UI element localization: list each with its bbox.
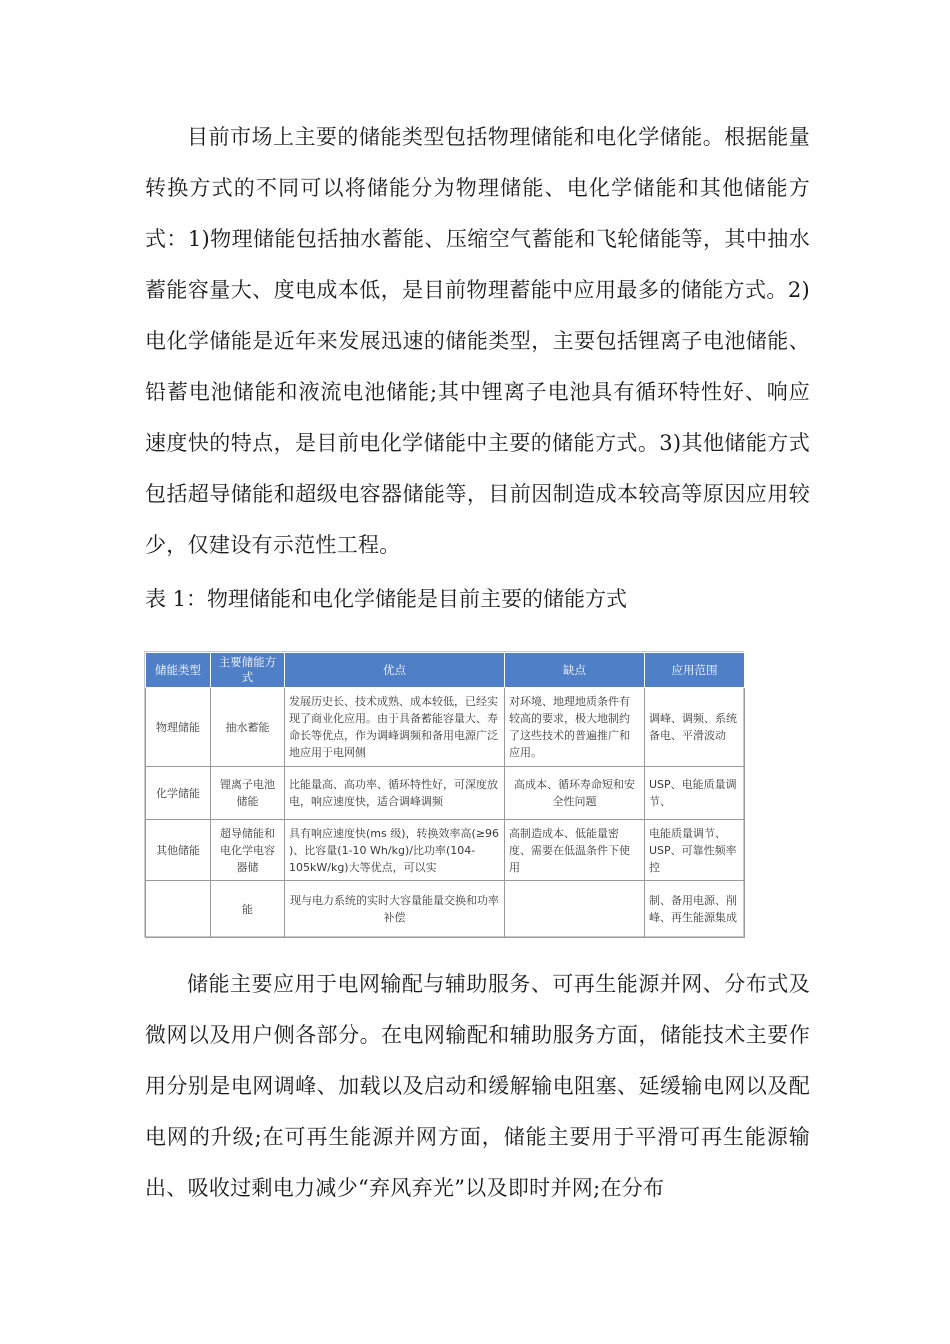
cell-disadvantages — [505, 881, 645, 938]
cell-method: 超导储能和电化学电容器储 — [211, 820, 285, 881]
cell-advantages: 比能量高、高功率、循环特性好，可深度放电，响应速度快，适合调峰调频 — [285, 767, 505, 820]
cell-disadvantages: 高制造成本、低能量密度、需要在低温条件下使用 — [505, 820, 645, 881]
cell-method: 抽水蓄能 — [211, 688, 285, 767]
cell-applications: 电能质量调节、USP、可靠性频率控 — [645, 820, 745, 881]
header-main-method: 主要储能方式 — [211, 653, 285, 688]
storage-table-image — [144, 651, 744, 937]
cell-method: 锂离子电池储能 — [211, 767, 285, 820]
cell-advantages: 具有响应速度快(ms 级)，转换效率高(≥96 )、比容量(1-10 Wh/kg)/比功率(104-105kW/kg)大等优点，可以实 — [285, 820, 505, 881]
cell-advantages: 发展历史长、技术成熟、成本较低，已经实现了商业化应用。由于具备蓄能容量大、寿命长等优点，作为调峰调频和备用电源广泛地应用于电网侧 — [285, 688, 505, 767]
table-row — [146, 820, 745, 881]
header-advantages: 优点 — [285, 653, 505, 688]
table-row — [146, 881, 745, 938]
body-paragraph-2: 储能主要应用于电网输配与辅助服务、可再生能源并网、分布式及微网以及用户侧各部分。在电网输配和辅助服务方面，储能技术主要作用分别是电网调峰、加载以及启动和缓解输电阻塞、延缓输电网以及配电网的升级;在可再生能源并网方面，储能主要用于平滑可再生能源输出、吸收过剩电力减少“弃风弃光”以及即时并网;在分布 — [145, 972, 810, 1200]
table-row — [146, 767, 745, 820]
table-caption: 表 1：物理储能和电化学储能是目前主要的储能方式 — [145, 587, 628, 611]
cell-type — [146, 881, 211, 938]
storage-types-table — [145, 652, 745, 938]
header-applications: 应用范围 — [645, 653, 745, 688]
cell-type: 物理储能 — [146, 688, 211, 767]
cell-type: 化学储能 — [146, 767, 211, 820]
cell-applications: 制、备用电源、削峰、再生能源集成 — [645, 881, 745, 938]
header-disadvantages: 缺点 — [505, 653, 645, 688]
cell-method: 能 — [211, 881, 285, 938]
header-storage-type: 储能类型 — [146, 653, 211, 688]
table-header-row — [146, 653, 745, 688]
cell-advantages: 现与电力系统的实时大容量能量交换和功率补偿 — [285, 881, 505, 938]
cell-disadvantages: 对环境、地理地质条件有较高的要求，极大地制约了这些技术的普遍推广和应用。 — [505, 688, 645, 767]
cell-applications: USP、电能质量调节、 — [645, 767, 745, 820]
cell-disadvantages: 高成本、循环寿命短和安全性问题 — [505, 767, 645, 820]
table-row — [146, 688, 745, 767]
cell-applications: 调峰、调频、系统备电、平滑波动 — [645, 688, 745, 767]
cell-type: 其他储能 — [146, 820, 211, 881]
body-paragraph-1: 目前市场上主要的储能类型包括物理储能和电化学储能。根据能量转换方式的不同可以将储能分为物理储能、电化学储能和其他储能方式：1)物理储能包括抽水蓄能、压缩空气蓄能和飞轮储能等，其中抽水蓄能容量大、度电成本低，是目前物理蓄能中应用最多的储能方式。2)电化学储能是近年来发展迅速的储能类型，主要包括锂离子电池储能、铅蓄电池储能和液流电池储能;其中锂离子电池具有循环特性好、响应速度快的特点，是目前电化学储能中主要的储能方式。3)其他储能方式包括超导储能和超级电容器储能等，目前因制造成本较高等原因应用较少，仅建设有示范性工程。 — [145, 125, 810, 557]
